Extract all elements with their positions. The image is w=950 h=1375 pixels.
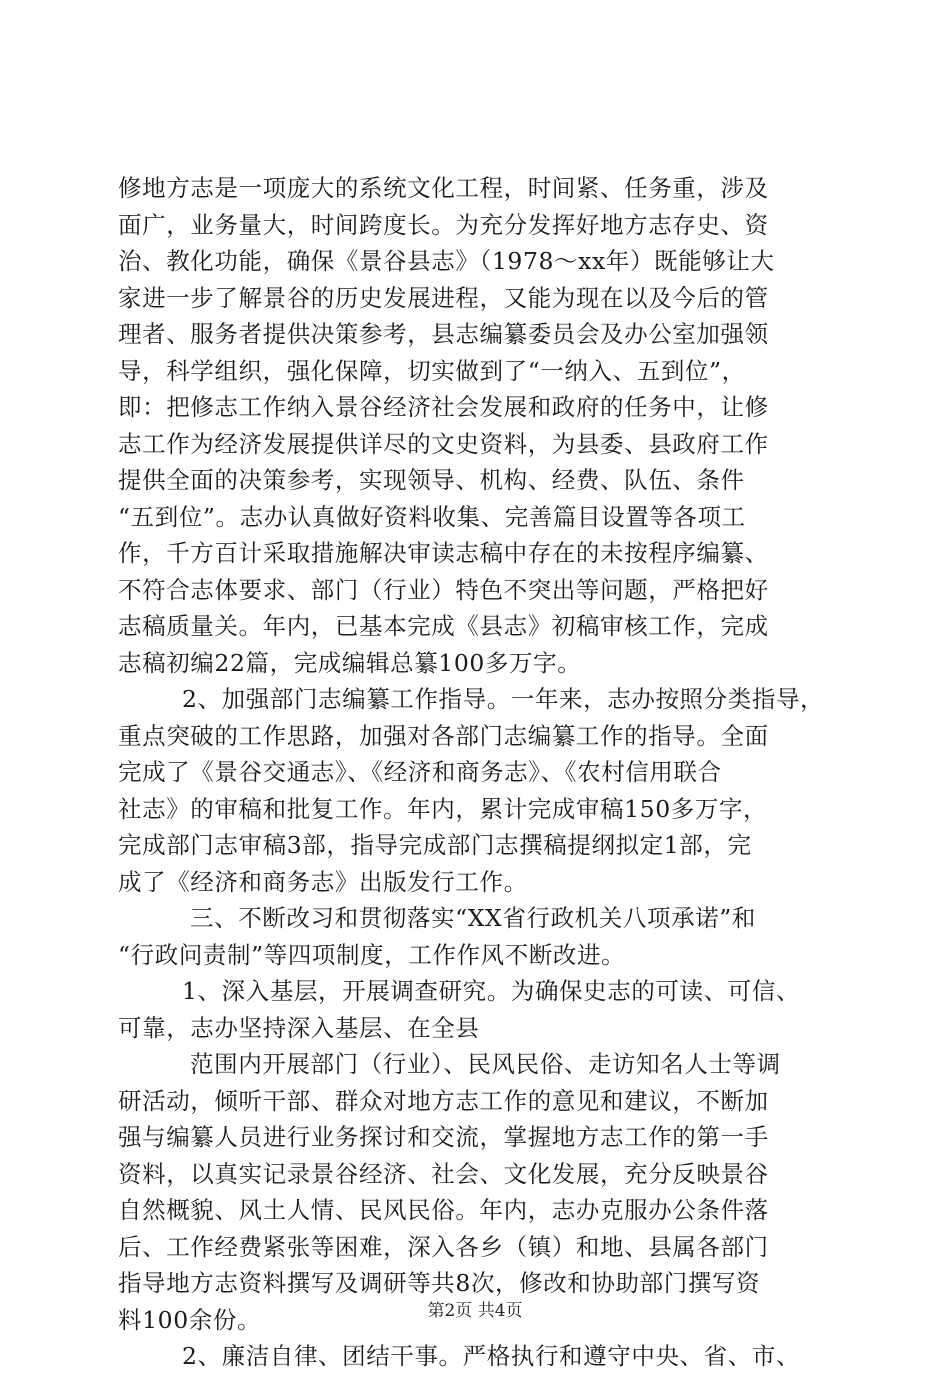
text-line: 不符合志体要求、部门（行业）特色不突出等问题，严格把好 [118,575,769,604]
text-line: 成了《经济和商务志》出版发行工作。 [118,867,528,896]
text-line: 2、廉洁自律、团结干事。严格执行和遵守中央、省、市、 [182,1342,801,1370]
text-line: 提供全面的决策参考，实现领导、机构、经费、队伍、条件 [118,466,745,494]
text-line: 自然概貌、风土人情、民风民俗。年内，志办克服办公条件落 [118,1196,769,1224]
text-line: 面广，业务量大，时间跨度长。为充分发挥好地方志存史、资 [118,210,769,239]
document-body [118,170,834,1375]
text-line: 作，千方百计采取措施解决审读志稿中存在的未按程序编纂、 [118,539,769,567]
text-line: 社志》的审稿和批复工作。年内，累计完成审稿150多万字， [118,794,768,823]
text-line: 料100余份。 [118,1305,262,1334]
text-line: 指导地方志资料撰写及调研等共8次，修改和协助部门撰写资 [118,1269,761,1297]
text-line: “五到位”。志办认真做好资料收集、完善篇目设置等各项工 [118,502,746,531]
text-line: 治、教化功能，确保《景谷县志》（1978～xx年）既能够让大 [118,247,775,275]
text-line: “行政问责制”等四项制度，工作作风不断改进。 [118,940,626,969]
text-line: 导，科学组织，强化保障，切实做到了“一纳入、五到位”， [118,356,746,385]
text-line: 1、深入基层，开展调查研究。为确保史志的可读、可信、 [182,977,801,1005]
text-line: 志工作为经济发展提供详尽的文史资料，为县委、县政府工作 [118,429,769,458]
text-line: 可靠，志办坚持深入基层、在全县 [118,1013,480,1042]
text-line: 理者、服务者提供决策参考，县志编纂委员会及办公室加强领 [118,320,769,348]
text-line: 修地方志是一项庞大的系统文化工程，时间紧、任务重，涉及 [118,174,769,202]
text-line: 重点突破的工作思路，加强对各部门志编纂工作的指导。全面 [118,721,769,750]
text-line: 三、不断改习和贯彻落实“XX省行政机关八项承诺”和 [190,904,756,932]
text-line: 完成部门志审稿3部，指导完成部门志撰稿提纲拟定1部，完 [118,831,752,859]
text-line: 即：把修志工作纳入景谷经济社会发展和政府的任务中，让修 [118,393,769,421]
text-line: 范围内开展部门（行业）、民风民俗、走访知名人士等调 [190,1050,781,1078]
text-line: 研活动，倾听干部、群众对地方志工作的意见和建议，不断加 [118,1086,769,1115]
text-line: 志稿初编22篇，完成编辑总纂100多万字。 [118,648,582,677]
text-line: 后、工作经费紧张等困难，深入各乡（镇）和地、县属各部门 [118,1232,769,1261]
text-line: 家进一步了解景谷的历史发展进程，又能为现在以及今后的管 [118,283,769,312]
text-line: 完成了《景谷交通志》、《经济和商务志》、《农村信用联合 [118,758,722,786]
text-line: 资料，以真实记录景谷经济、社会、文化发展，充分反映景谷 [118,1159,769,1188]
text-line: 2、加强部门志编纂工作指导。一年来，志办按照分类指导， [182,685,825,713]
text-line: 志稿质量关。年内，已基本完成《县志》初稿审核工作，完成 [118,612,769,640]
page-footer: 第2页 共4页 [427,1301,523,1321]
text-line: 强与编纂人员进行业务探讨和交流，掌握地方志工作的第一手 [118,1123,769,1151]
